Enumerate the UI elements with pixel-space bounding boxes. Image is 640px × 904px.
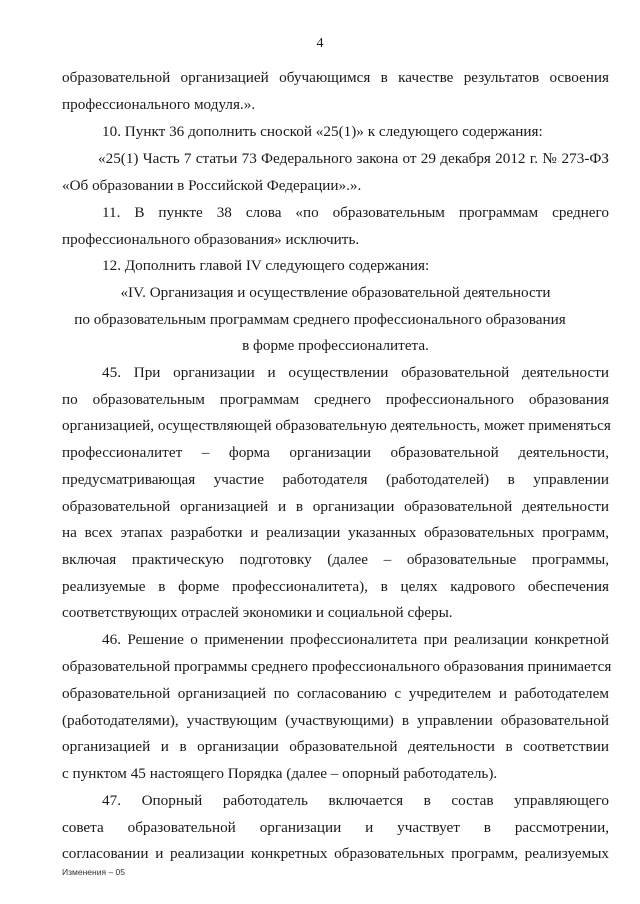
footer-note: Изменения – 05 [62,867,125,877]
text-line: организацией, осуществляющей образовательную деятельность, может применяться [62,417,611,434]
text-line: 46. Решение о применении профессионалитета при реализации конкретной [102,631,609,648]
text-line: образовательной программы среднего профессионального образования принимается [62,658,612,675]
text-line: 12. Дополнить главой IV следующего содержания: [102,257,430,274]
footnote-line: «25(1) Часть 7 статьи 73 Федерального закона от 29 декабря 2012 г. № 273-ФЗ [98,150,609,167]
text-line: 11. В пункте 38 слова «по образовательным программам среднего [102,204,609,221]
text-line: профессионального образования» исключить. [62,231,360,248]
text-line: предусматривающая участие работодателя (работодателей) в управлении [62,471,609,488]
text-line: 10. Пункт 36 дополнить сноской «25(1)» к следующего содержания: [102,123,543,140]
text-line: 47. Опорный работодатель включается в состав управляющего [102,792,609,809]
text-line: профессионалитет – форма организации образовательной деятельности, [62,444,609,461]
chapter-heading-line: «IV. Организация и осуществление образовательной деятельности [120,284,551,301]
footnote-line: «Об образовании в Российской Федерации».». [62,177,362,194]
page-number: 4 [316,36,324,51]
chapter-heading-line: по образовательным программам среднего профессионального образования [74,311,566,328]
text-line: образовательной организацией и в организации образовательной деятельности [62,498,609,515]
text-line: по образовательным программам среднего профессионального образования [62,391,609,408]
text-line: (работодателями), участвующим (участвующими) в управлении образовательной [62,712,609,729]
text-line: организацией и в организации образовательной деятельности в соответствии [62,738,609,755]
text-line: включая практическую подготовку (далее – образовательные программы, [62,551,609,568]
text-line: с пунктом 45 настоящего Порядка (далее – опорный работодатель). [62,765,498,782]
text-line: реализуемые в форме профессионалитета), в целях кадрового обеспечения [62,578,609,595]
text-line: образовательной организацией обучающимся в качестве результатов освоения [62,69,609,86]
text-line: согласовании и реализации конкретных образовательных программ, реализуемых [62,845,609,862]
text-line: совета образовательной организации и участвует в рассмотрении, [62,819,609,836]
text-line: на всех этапах разработки и реализации указанных образовательных программ, [62,524,609,541]
chapter-heading-line: в форме профессионалитета. [242,337,429,354]
text-line: 45. При организации и осуществлении образовательной деятельности [102,364,609,381]
text-line: образовательной организацией по согласованию с учредителем и работодателем [62,685,609,702]
text-line: профессионального модуля.». [62,96,256,113]
text-line: соответствующих отраслей экономики и социальной сферы. [62,604,453,621]
